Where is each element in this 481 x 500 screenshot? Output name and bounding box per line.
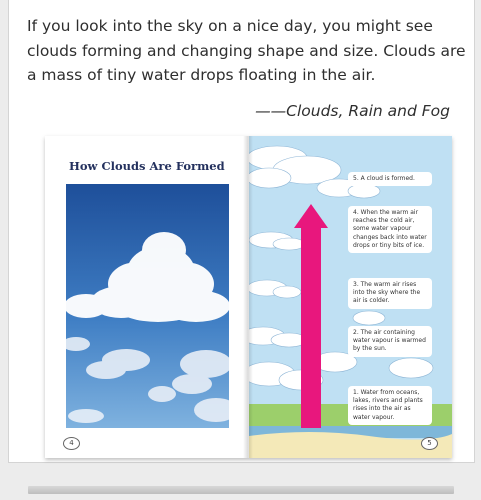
page-number-right: 5 — [421, 437, 438, 450]
step-2-label: 2. The air containing water vapour is warmed by the sun. — [348, 326, 432, 357]
book-illustration — [45, 136, 452, 458]
book-title: How Clouds Are Formed — [69, 159, 225, 173]
step-3-label: 3. The warm air rises into the sky where the air is colder. — [348, 278, 432, 309]
content-card — [8, 0, 475, 463]
right-page — [249, 136, 452, 458]
step-1-label: 1. Water from oceans, lakes, rivers and plants rises into the air as water vapour. — [348, 386, 432, 425]
step-4-label: 4. When the warm air reaches the cold air, some water vapour changes back into water drops or tiny bits of ice. — [348, 206, 432, 253]
next-card-edge — [28, 486, 454, 494]
step-5-label: 5. A cloud is formed. — [348, 172, 432, 186]
left-page — [45, 136, 249, 458]
quote-source: ——Clouds, Rain and Fog — [255, 102, 450, 120]
cloud-photo — [66, 184, 229, 428]
quote-text: If you look into the sky on a nice day, you might see clouds forming and changing shape and size. Clouds are a mass of tiny water drops floating in the air. — [27, 17, 466, 84]
book-gutter — [243, 136, 253, 458]
page-number-left: 4 — [63, 437, 80, 450]
